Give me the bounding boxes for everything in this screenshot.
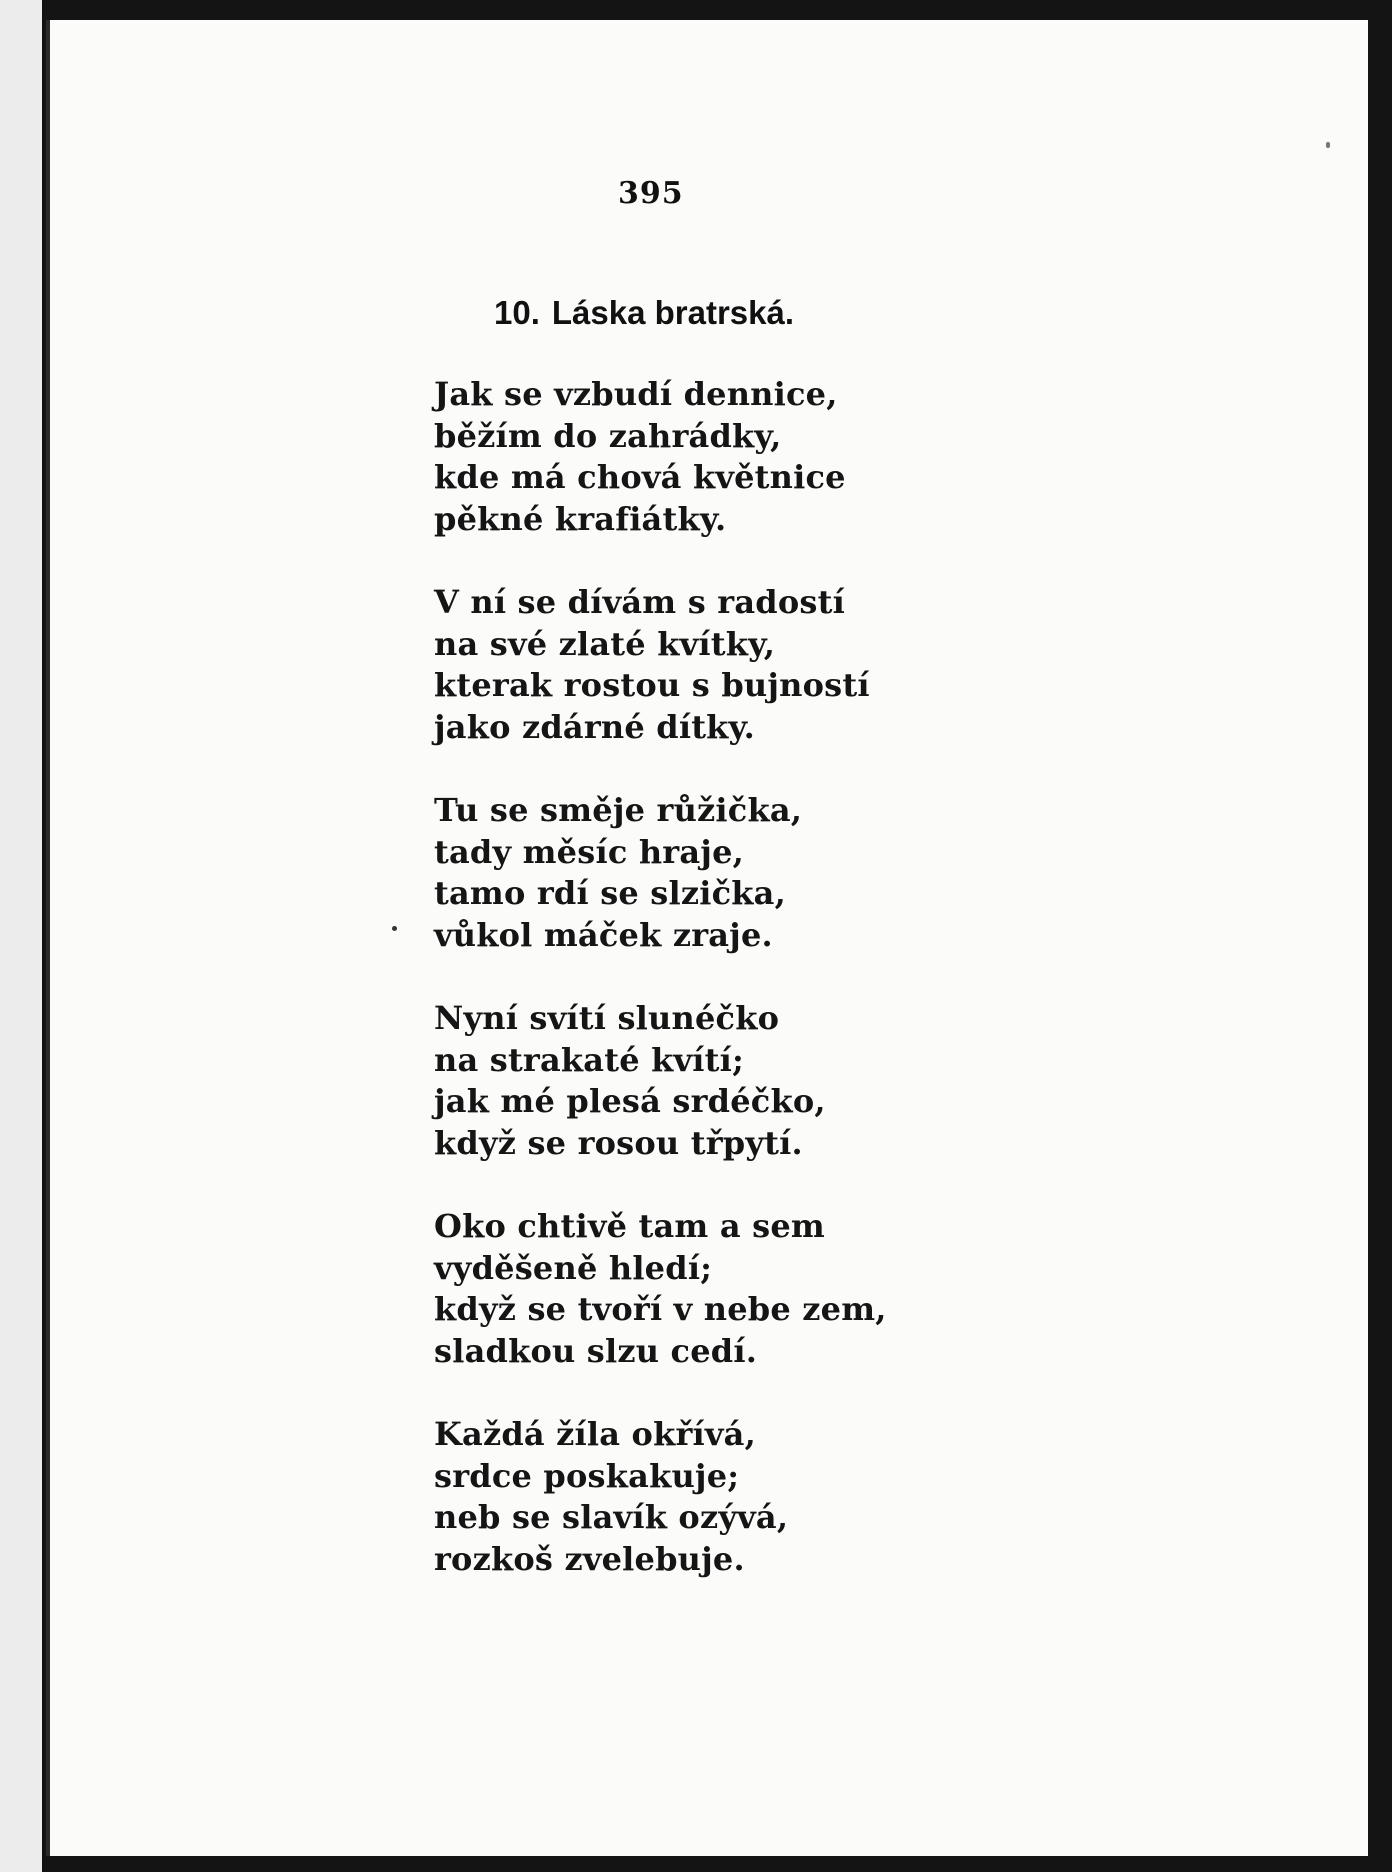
- stanza: [434, 998, 887, 1164]
- poem-title-text: Láska bratrská.: [551, 294, 795, 331]
- poem-line: jako zdárné dítky.: [434, 707, 756, 746]
- poem-number: 10.: [494, 294, 540, 331]
- poem-line: na strakaté kvítí;: [434, 1040, 744, 1079]
- poem-line: tamo rdí se slzička,: [434, 874, 786, 912]
- stanza: [434, 1414, 887, 1580]
- poem-line: neb se slavík ozývá,: [434, 1498, 789, 1536]
- poem-line: Nyní svítí slunéčko: [434, 999, 780, 1037]
- poem-line: sladkou slzu cedí.: [434, 1331, 758, 1370]
- poem-line: rozkoš zvelebuje.: [434, 1539, 745, 1578]
- poem-line: Oko chtivě tam a sem: [434, 1207, 825, 1245]
- poem-line: jak mé plesá srdéčko,: [434, 1082, 826, 1120]
- stanza: [434, 1206, 887, 1372]
- poem-line: Jak se vzbudí dennice,: [434, 375, 838, 413]
- poem-line: srdce poskakuje;: [434, 1456, 740, 1495]
- poem-line: vyděšeně hledí;: [434, 1248, 713, 1287]
- poem-line: kterak rostou s bujností: [434, 666, 870, 704]
- page-number: 395: [618, 176, 684, 211]
- page-speck: [1326, 142, 1330, 148]
- stanza: [434, 374, 887, 540]
- poem-line: na své zlaté kvítky,: [434, 624, 776, 663]
- poem-line: když se rosou třpytí.: [434, 1123, 803, 1162]
- poem-line: pěkné krafiátky.: [434, 499, 727, 538]
- stanza: [434, 582, 887, 748]
- poem-line: tady měsíc hraje,: [434, 832, 744, 871]
- poem-title: [494, 294, 794, 332]
- poem-line: když se tvoří v nebe zem,: [434, 1290, 887, 1328]
- poem-line: vůkol máček zraje.: [434, 915, 773, 954]
- poem-line: V ní se dívám s radostí: [434, 583, 845, 621]
- facing-page-edge: [0, 0, 44, 1872]
- poem-line: kde má chová květnice: [434, 458, 846, 496]
- poem-body: [434, 374, 887, 1622]
- poem-line: běžím do zahrádky,: [434, 416, 782, 455]
- margin-mark: [392, 926, 397, 931]
- stanza: [434, 790, 887, 956]
- poem-line: Každá žíla okřívá,: [434, 1415, 756, 1453]
- poem-line: Tu se směje růžička,: [434, 791, 803, 829]
